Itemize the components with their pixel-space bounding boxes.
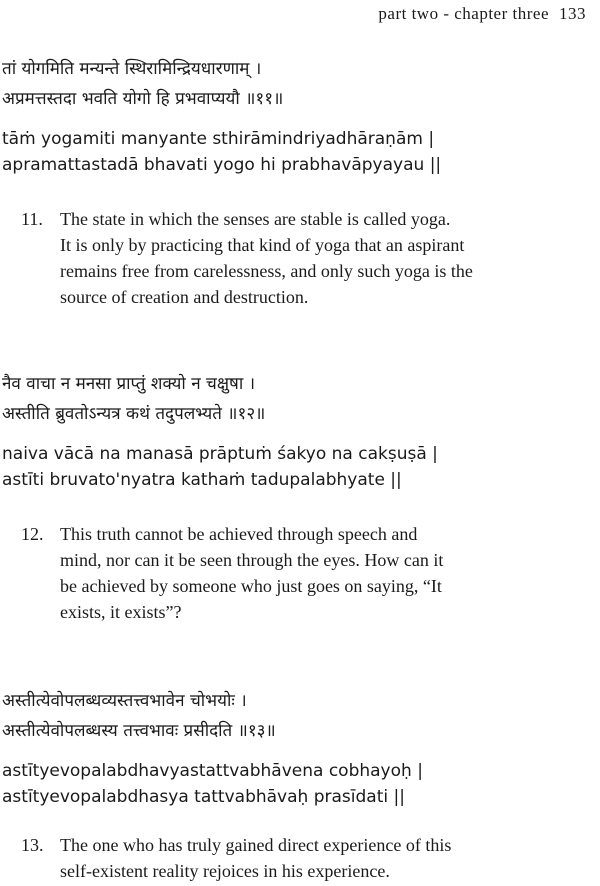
- running-header: [378, 0, 586, 28]
- verse-11-devanagari-line-1: तां योगमिति मन्यन्ते स्थिरामिन्द्रियधारणाम् ।: [2, 59, 262, 79]
- verse-12-devanagari-line-1: नैव वाचा न मनसा प्राप्तुं शक्यो न चक्षुषा ।: [2, 374, 256, 394]
- page-number: 133: [559, 4, 586, 23]
- verse-11-number: 11.: [21, 209, 43, 229]
- verse-12-translation-line-4: exists, it exists”?: [60, 602, 182, 622]
- verse-11-translation-line-1: The state in which the senses are stable is called yoga.: [60, 209, 451, 229]
- verse-13-devanagari-line-1: अस्तीत्येवोपलब्धव्यस्तत्त्वभावेन चोभयोः ।: [2, 691, 247, 711]
- verse-12-transliteration-line-2: astīti bruvato'nyatra kathaṁ tadupalabhyate ||: [2, 470, 402, 490]
- verse-13-translation-line-1: The one who has truly gained direct experience of this: [60, 835, 452, 855]
- verse-12-transliteration-line-1: naiva vācā na manasā prāptuṁ śakyo na cakṣuṣā |: [2, 444, 438, 464]
- verse-13-number: 13.: [21, 835, 44, 855]
- verse-11-translation-line-4: source of creation and destruction.: [60, 287, 309, 307]
- verse-12-number: 12.: [21, 524, 44, 544]
- verse-13-translation-line-2: self-existent reality rejoices in his experience.: [60, 861, 390, 881]
- verse-11-translation-line-3: remains free from carelessness, and only such yoga is the: [60, 261, 473, 281]
- verse-13-transliteration-line-2: astītyevopalabdhasya tattvabhāvaḥ prasīdati ||: [2, 787, 405, 807]
- verse-12-translation-line-3: be achieved by someone who just goes on saying, “It: [60, 576, 442, 596]
- verse-13-translation: [0, 832, 600, 884]
- verse-13-transliteration: [0, 758, 600, 810]
- verse-12-devanagari-line-2: अस्तीति ब्रुवतोऽन्यत्र कथं तदुपलभ्यते ॥१२॥: [2, 404, 266, 424]
- verse-12-translation: [0, 521, 600, 625]
- running-title: part two - chapter three: [378, 4, 549, 23]
- verse-11-translation: [0, 206, 600, 310]
- verse-12-transliteration: [0, 441, 600, 493]
- verse-12-translation-line-2: mind, nor can it be seen through the eyes. How can it: [60, 550, 444, 570]
- verse-13: [0, 686, 600, 884]
- verse-13-devanagari-line-2: अस्तीत्येवोपलब्धस्य तत्त्वभावः प्रसीदति ॥१३॥: [2, 721, 276, 741]
- verse-11-translation-line-2: It is only by practicing that kind of yoga that an aspirant: [60, 235, 465, 255]
- verse-12: [0, 369, 600, 625]
- verse-13-transliteration-line-1: astītyevopalabdhavyastattvabhāvena cobhayoḥ |: [2, 761, 423, 781]
- verse-11: [0, 54, 600, 310]
- verse-11-devanagari-line-2: अप्रमत्तस्तदा भवति योगो हि प्रभवाप्ययौ ॥११॥: [2, 89, 284, 109]
- verse-12-translation-line-1: This truth cannot be achieved through speech and: [60, 524, 418, 544]
- verse-11-transliteration-line-1: tāṁ yogamiti manyante sthirāmindriyadhāraṇām |: [2, 129, 435, 149]
- verse-11-transliteration-line-2: apramattastadā bhavati yogo hi prabhavāpyayau ||: [2, 155, 442, 175]
- verse-11-transliteration: [0, 126, 600, 178]
